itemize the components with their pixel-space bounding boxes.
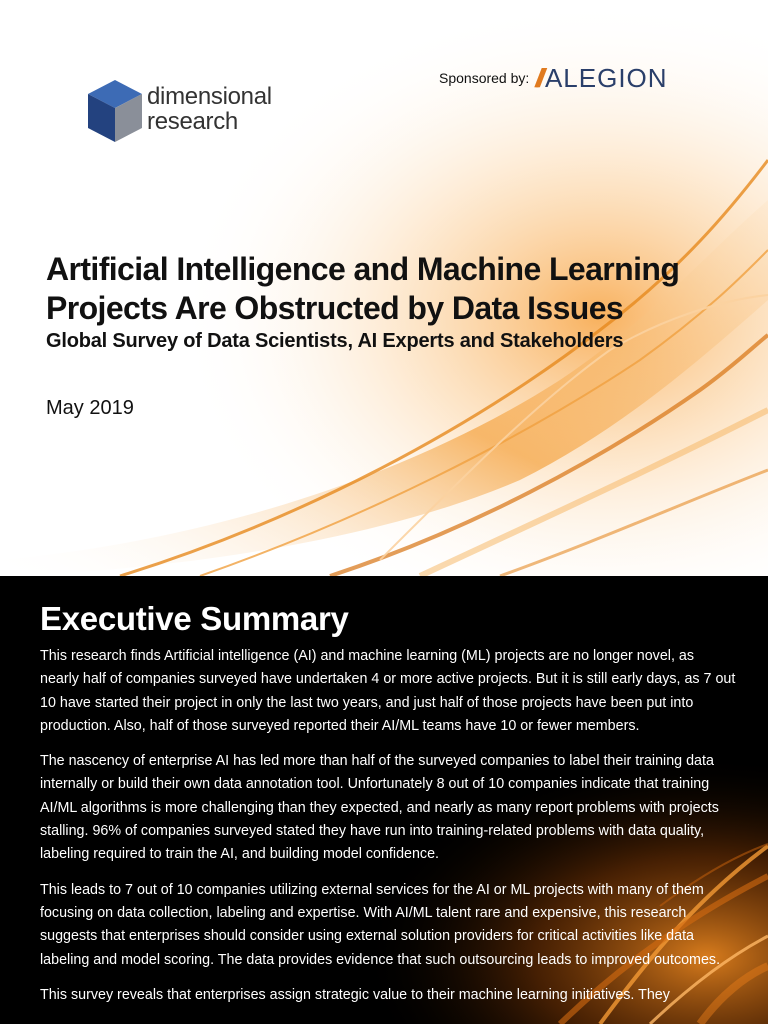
report-date: May 2019 [46, 397, 134, 419]
cube-logo-icon [88, 80, 142, 142]
executive-summary-heading: Executive Summary [40, 600, 349, 637]
summary-paragraph: This leads to 7 out of 10 companies utilizing external services for the AI or ML projects with many of them focusing on data collection, labeling and expertise. With AI/ML talent rare and expensive, this research suggests that enterprises should consider using external solution providers for critical activities like data labeling and model scoring. The data provides evidence that such outsourcing leads to improved outcomes. [40, 881, 721, 968]
sponsor-label: Sponsored by: [439, 70, 530, 86]
sponsor-block [439, 62, 668, 93]
summary-paragraph: The nascency of enterprise AI has led more than half of the surveyed companies to label their training data internally or build their own data annotation tool. Unfortunately 8 out of 10 companies indicate that training AI/ML algorithms is more challenging than they expected, and nearly as many report problems with projects stalling. 96% of companies surveyed stated they have run into training-related problems with data quality, labeling required to train the AI, and building model confidence. [40, 753, 719, 863]
summary-paragraph: This survey reveals that enterprises assign strategic value to their machine learning initiatives. They [40, 986, 670, 1003]
logo-wordmark [147, 84, 272, 134]
alegion-slashes-icon: /// [535, 62, 539, 93]
alegion-logo [535, 63, 667, 94]
executive-summary-section [0, 576, 768, 1024]
logo-line-1: dimensional [147, 83, 272, 110]
alegion-wordmark: ALEGION [544, 62, 668, 93]
summary-body [40, 645, 736, 1019]
summary-paragraph: This research finds Artificial intelligence (AI) and machine learning (ML) projects are no longer novel, as nearly half of companies surveyed have undertaken 4 or more active projects. But it is still early days, as 7 out 10 have started their project in only the last two years, and just half of those projects have been put into production. Also, half of those surveyed reported their AI/ML teams have 10 or fewer members. [40, 648, 736, 734]
logo-line-2: research [147, 108, 238, 135]
report-subtitle: Global Survey of Data Scientists, AI Experts and Stakeholders [46, 330, 624, 352]
report-title: Artificial Intelligence and Machine Learning Projects Are Obstructed by Data Issues [46, 251, 680, 326]
